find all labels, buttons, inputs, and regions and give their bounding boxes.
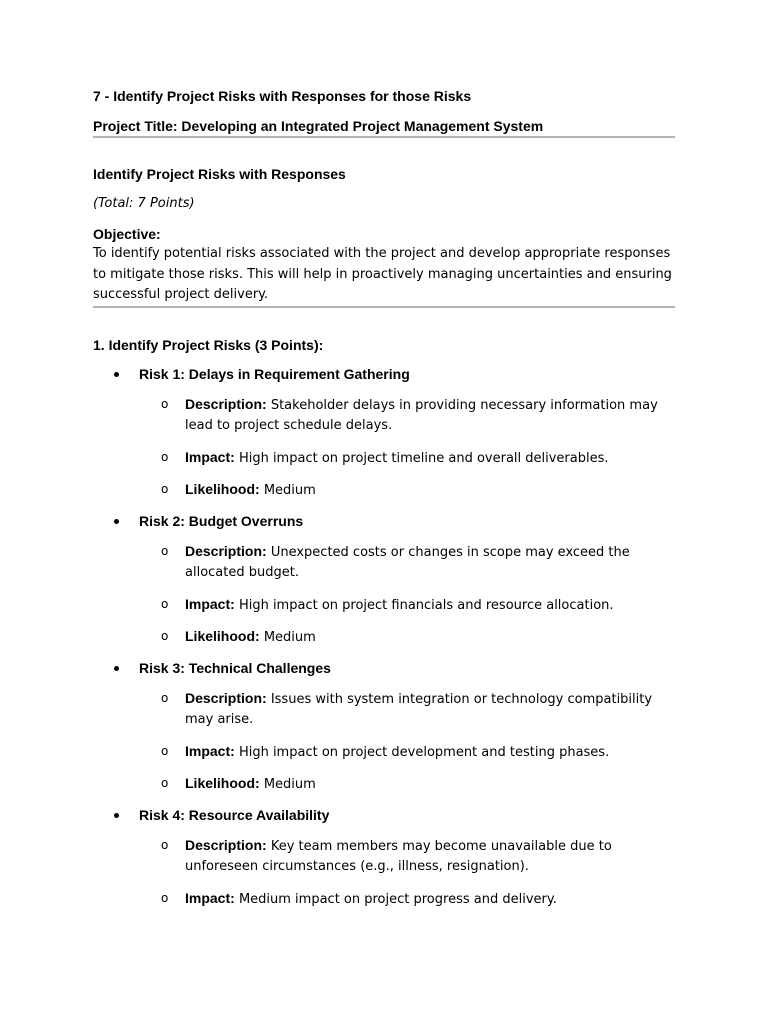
circle-bullet-icon: o bbox=[161, 890, 169, 905]
impact-label: Impact: bbox=[185, 595, 235, 612]
impact-text: High impact on project development and testing phases. bbox=[238, 744, 610, 760]
impact-text: High impact on project timeline and overall deliverables. bbox=[238, 450, 609, 466]
divider bbox=[93, 136, 675, 138]
circle-bullet-icon: o bbox=[161, 690, 169, 705]
objective-text: To identify potential risks associated with the project and develop appropriate responses to mitigate those risks. This will help in proactively managing uncertainties and ensuring successful project delivery. bbox=[93, 246, 672, 302]
risk-title-text: Risk 4: Resource Availability bbox=[139, 806, 330, 823]
risk-impact bbox=[93, 594, 675, 617]
circle-bullet-icon: o bbox=[161, 396, 169, 411]
description-label: Description: bbox=[185, 395, 267, 412]
risk-description bbox=[93, 688, 675, 731]
bullet-icon bbox=[114, 813, 119, 818]
likelihood-label: Likelihood: bbox=[185, 628, 260, 644]
likelihood-label: Likelihood: bbox=[185, 775, 260, 791]
circle-bullet-icon: o bbox=[161, 596, 169, 611]
section-heading: Identify Project Risks with Responses bbox=[93, 166, 346, 182]
impact-label: Impact: bbox=[185, 889, 235, 906]
circle-bullet-icon: o bbox=[161, 776, 169, 790]
description-label: Description: bbox=[185, 542, 267, 559]
impact-label: Impact: bbox=[185, 742, 235, 759]
circle-bullet-icon: o bbox=[161, 629, 169, 643]
risk-details bbox=[93, 688, 675, 796]
risk-title bbox=[93, 364, 675, 384]
impact-text: Medium impact on project progress and delivery. bbox=[238, 891, 557, 907]
risk-impact bbox=[93, 741, 675, 764]
description-label: Description: bbox=[185, 836, 267, 853]
likelihood-text: Medium bbox=[263, 777, 316, 792]
risk-item bbox=[93, 805, 675, 911]
risk-impact bbox=[93, 888, 675, 911]
risk-details bbox=[93, 394, 675, 502]
divider bbox=[93, 306, 675, 308]
risk-title bbox=[93, 658, 675, 678]
main-heading: 7 - Identify Project Risks with Responses for those Risks bbox=[93, 88, 472, 104]
risk-details bbox=[93, 541, 675, 649]
impact-label: Impact: bbox=[185, 448, 235, 465]
description-label: Description: bbox=[185, 689, 267, 706]
risk-description bbox=[93, 835, 675, 878]
circle-bullet-icon: o bbox=[161, 743, 169, 758]
bullet-icon bbox=[114, 666, 119, 671]
description-text: Unexpected costs or changes in scope may exceed the allocated budget. bbox=[185, 544, 630, 580]
description-text: Issues with system integration or technology compatibility may arise. bbox=[185, 691, 653, 727]
circle-bullet-icon: o bbox=[161, 837, 169, 852]
risk-title-text: Risk 3: Technical Challenges bbox=[139, 659, 331, 676]
risk-title bbox=[93, 511, 675, 531]
impact-text: High impact on project financials and resource allocation. bbox=[238, 597, 614, 613]
risk-list bbox=[93, 364, 675, 911]
risk-title-text: Risk 2: Budget Overruns bbox=[139, 512, 304, 529]
risk-impact bbox=[93, 447, 675, 470]
risk-description bbox=[93, 541, 675, 584]
total-points: (Total: 7 Points) bbox=[93, 196, 195, 211]
risk-likelihood bbox=[93, 479, 675, 502]
likelihood-label: Likelihood: bbox=[185, 481, 260, 497]
risk-likelihood bbox=[93, 626, 675, 649]
bullet-icon bbox=[114, 519, 119, 524]
circle-bullet-icon: o bbox=[161, 482, 169, 496]
risk-title-text: Risk 1: Delays in Requirement Gathering bbox=[139, 365, 410, 382]
risk-item bbox=[93, 364, 675, 502]
likelihood-text: Medium bbox=[263, 630, 316, 645]
document-page bbox=[93, 84, 675, 910]
likelihood-text: Medium bbox=[263, 483, 316, 498]
risk-title bbox=[93, 805, 675, 825]
description-text: Key team members may become unavailable due to unforeseen circumstances (e.g., illness, resignation). bbox=[185, 838, 612, 874]
risk-likelihood bbox=[93, 773, 675, 796]
circle-bullet-icon: o bbox=[161, 449, 169, 464]
circle-bullet-icon: o bbox=[161, 543, 169, 558]
objective-label: Objective: bbox=[93, 226, 161, 242]
risk-description bbox=[93, 394, 675, 437]
risk-details bbox=[93, 835, 675, 911]
description-text: Stakeholder delays in providing necessary information may lead to project schedule delays. bbox=[185, 397, 658, 433]
risks-heading: 1. Identify Project Risks (3 Points): bbox=[93, 336, 324, 353]
risk-item bbox=[93, 511, 675, 649]
risk-item bbox=[93, 658, 675, 796]
bullet-icon bbox=[114, 372, 119, 377]
project-title: Project Title: Developing an Integrated Project Management System bbox=[93, 118, 544, 134]
